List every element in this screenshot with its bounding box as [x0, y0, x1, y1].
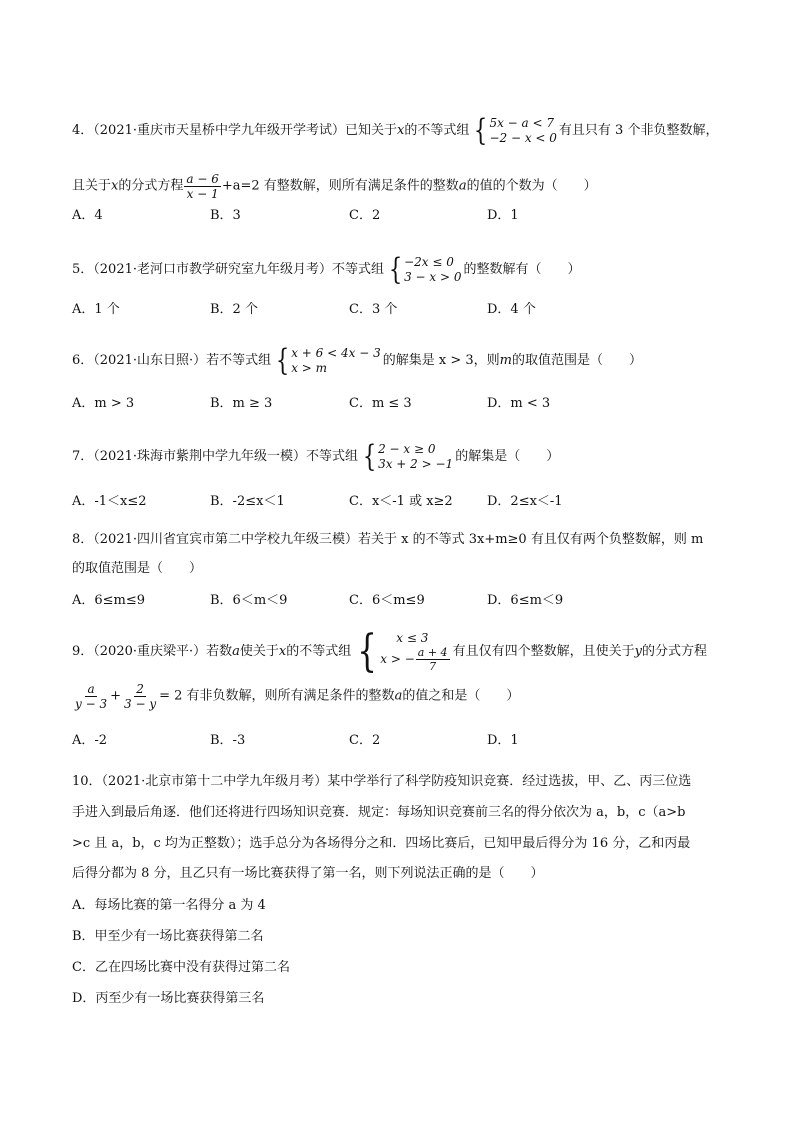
- option-b: B．-3: [210, 733, 246, 748]
- brace-icon: {: [357, 626, 378, 677]
- q4-text: 的不等式组: [404, 123, 470, 138]
- q5-inequality-system: [386, 252, 462, 287]
- q9-text: 9．（2020·重庆梁平·）若数: [72, 644, 233, 659]
- q9-sys-row: [380, 646, 450, 673]
- q7-text: 7．（2021·珠海市紫荆中学九年级一模）不等式组: [72, 449, 358, 464]
- fraction-denominator: 7: [429, 660, 437, 673]
- option-d: D．2≤x＜-1: [487, 494, 563, 509]
- option-c: C．x＜-1 或 x≥2: [349, 494, 453, 509]
- q9-var: a: [232, 644, 240, 659]
- q7-inequality-system: [360, 439, 454, 474]
- option-d: D．丙至少有一场比赛获得第三名: [72, 991, 265, 1006]
- q10-line-4: [72, 866, 544, 882]
- q10-text: 后得分都为 8 分，且乙只有一场比赛获得了第一名，则下列说法正确的是（ ）: [72, 866, 544, 881]
- q9-text: 使关于: [239, 644, 279, 659]
- fraction-denominator: 3 − y: [124, 697, 157, 711]
- q8-options: [72, 593, 732, 609]
- q6-sys-row: x > m: [291, 361, 328, 375]
- option-c: C．2: [349, 733, 381, 748]
- fraction-numerator: a − 6: [186, 172, 219, 186]
- q4-text: 的分式方程: [118, 178, 184, 194]
- fraction-numerator: 2: [136, 682, 144, 696]
- q4-text: +a=2 有整数解，则所有满足条件的整数: [221, 178, 459, 194]
- q6-text: 的解集是 x > 3，则: [382, 353, 500, 368]
- option-a: A．4: [72, 208, 103, 223]
- q4-options: [72, 208, 732, 224]
- q7-line-1: [72, 439, 560, 474]
- q9-sys-prefix: x > −: [380, 652, 415, 666]
- q6-inequality-system: [273, 343, 381, 378]
- fraction-denominator: y − 3: [75, 697, 108, 711]
- option-d: D．m < 3: [487, 396, 551, 411]
- q10-line-3: [72, 836, 690, 852]
- q4-text: 4．（2021·重庆市天星桥中学九年级开学考试）已知关于: [72, 123, 397, 138]
- q10-text: 10．（2021·北京市第十二中学九年级月考）某中学举行了科学防疫知识竞赛．经过选拔，甲、乙、丙三位选: [72, 774, 692, 789]
- q4-text: 有且只有 3 个非负整数解，: [558, 123, 719, 138]
- brace-icon: {: [275, 343, 290, 378]
- option-b: B．甲至少有一场比赛获得第二名: [72, 929, 264, 944]
- q9-text: 的不等式组: [286, 644, 352, 659]
- q6-text: 的取值范围是（ ）: [511, 353, 642, 368]
- q9-sys-fraction: [416, 646, 450, 673]
- q8-line-1: [72, 532, 703, 549]
- q9-text: = 2 有非负数解，则所有满足条件的整数: [159, 688, 395, 704]
- q9-sys-row: x ≤ 3: [396, 631, 429, 645]
- option-b: B．2 个: [210, 302, 258, 317]
- q9-fraction-2: [122, 682, 158, 711]
- q6-line-1: [72, 343, 642, 378]
- option-b: B．m ≥ 3: [210, 396, 273, 411]
- q9-fraction-1: [73, 682, 109, 711]
- q4-text: 的值的个数为（ ）: [466, 178, 597, 194]
- option-c: C．3 个: [349, 302, 398, 317]
- brace-icon: {: [388, 252, 403, 287]
- q9-options: [72, 733, 732, 749]
- q5-sys-row: −2x ≤ 0: [404, 255, 454, 269]
- q7-text: 的解集是（ ）: [455, 449, 560, 464]
- fraction-numerator: a: [87, 682, 95, 696]
- q4-line-2: [72, 172, 597, 201]
- q5-line-1: [72, 252, 581, 287]
- q4-sys-row: −2 − x < 0: [489, 131, 557, 145]
- q10-option-d: [72, 991, 264, 1007]
- q7-sys-row: 2 − x ≥ 0: [378, 442, 436, 456]
- option-c: C．m ≤ 3: [349, 396, 412, 411]
- option-d: D．6≤m＜9: [487, 593, 564, 608]
- brace-icon: {: [362, 439, 377, 474]
- q10-text: >c 且 a，b，c 均为正整数）；选手总分为各场得分之和．四场比赛后，已知甲最后得分为 16 分，乙和丙最: [72, 836, 691, 851]
- q4-sys-row: 5x − a < 7: [489, 116, 555, 130]
- option-b: B．6＜m＜9: [210, 593, 288, 608]
- option-b: B．3: [210, 208, 241, 223]
- q10-option-a: [72, 898, 266, 914]
- q9-text: 有且仅有四个整数解，且使关于: [452, 644, 635, 659]
- option-a: A．-1＜x≤2: [72, 494, 147, 509]
- q10-line-2: [72, 805, 685, 821]
- q8-text: 的取值范围是（ ）: [72, 561, 203, 576]
- q4-var: a: [458, 178, 467, 194]
- q4-text: 且关于: [72, 178, 112, 194]
- q7-options: [72, 494, 732, 510]
- q4-line-1: [72, 113, 719, 148]
- option-a: A．m > 3: [72, 396, 135, 411]
- q9-var: y: [634, 644, 642, 659]
- brace-icon: {: [474, 113, 488, 148]
- option-d: D．1: [487, 208, 519, 223]
- q6-var: m: [499, 353, 512, 368]
- fraction-numerator: a + 4: [417, 646, 448, 659]
- q9-text: 的值之和是（ ）: [402, 688, 520, 704]
- q9-line-1: [72, 626, 707, 677]
- q9-inequality-system: [353, 626, 450, 677]
- fraction-denominator: x − 1: [186, 187, 219, 201]
- q5-sys-row: 3 − x > 0: [404, 270, 462, 284]
- option-c: C．2: [349, 208, 381, 223]
- q9-text: +: [110, 688, 122, 704]
- option-a: A．每场比赛的第一名得分 a 为 4: [72, 898, 266, 913]
- option-c: C．乙在四场比赛中没有获得过第二名: [72, 960, 290, 975]
- q5-options: [72, 302, 732, 318]
- q9-var: x: [278, 644, 287, 659]
- q7-sys-row: 3x + 2 > −1: [378, 457, 454, 471]
- q10-line-1: [72, 774, 691, 790]
- q10-option-c: [72, 960, 290, 976]
- q10-text: 手进入到最后角逐．他们还将进行四场知识竞赛．规定：每场知识竞赛前三名的得分依次为 a，b，c（a>b: [72, 805, 686, 820]
- q6-text: 6．（2021·山东日照·）若不等式组: [72, 353, 272, 368]
- option-d: D．4 个: [487, 302, 536, 317]
- option-b: B．-2≤x＜1: [210, 494, 285, 509]
- q4-inequality-system: [471, 113, 557, 148]
- q8-text: 8．（2021·四川省宜宾市第二中学校九年级三模）若关于 x 的不等式 3x+m≥0 有且仅有两个负整数解，则 m: [72, 532, 704, 547]
- q9-line-2: [72, 682, 519, 711]
- option-a: A．6≤m≤9: [72, 593, 146, 608]
- q4-fraction: [184, 172, 220, 201]
- q8-line-2: [72, 561, 202, 578]
- q5-text: 的整数解有（ ）: [463, 262, 581, 277]
- q10-option-b: [72, 929, 264, 945]
- q4-var: x: [111, 178, 119, 194]
- option-a: A．-2: [72, 733, 108, 748]
- q9-text: 的分式方程: [641, 644, 707, 659]
- q6-options: [72, 396, 732, 412]
- option-c: C．6＜m≤9: [349, 593, 425, 608]
- q6-sys-row: x + 6 < 4x − 3: [291, 346, 381, 360]
- option-a: A．1 个: [72, 302, 120, 317]
- option-d: D．1: [487, 733, 519, 748]
- q5-text: 5．（2021·老河口市教学研究室九年级月考）不等式组: [72, 262, 384, 277]
- q4-var: x: [397, 123, 405, 138]
- q9-var: a: [394, 688, 403, 704]
